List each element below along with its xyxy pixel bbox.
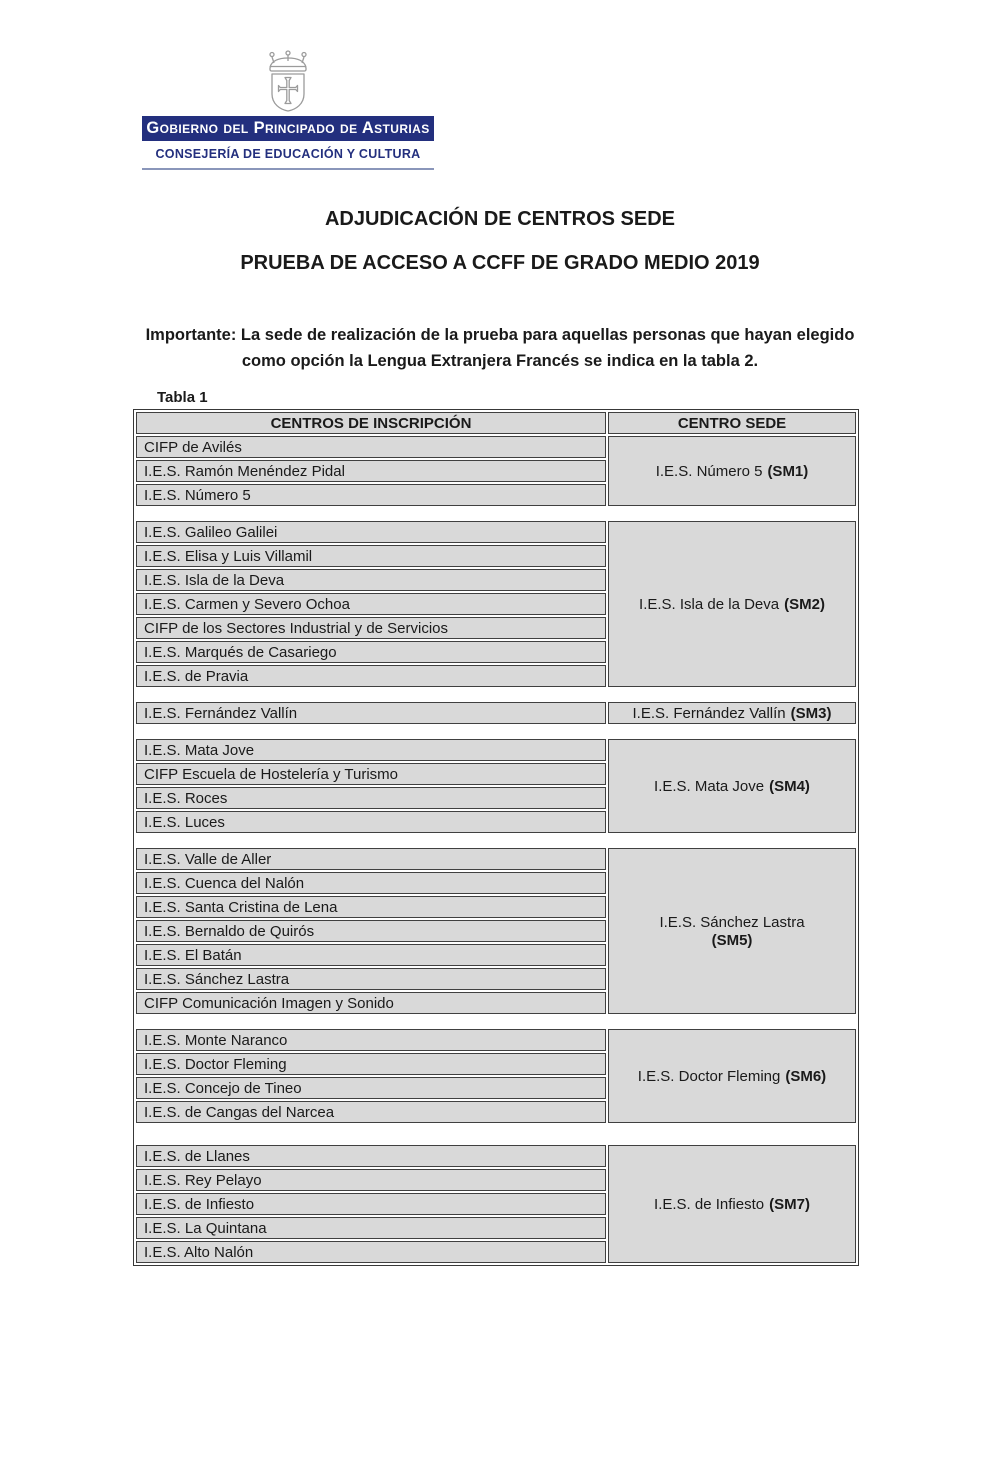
spacer-row [136,1016,856,1027]
center-cell: I.E.S. Sánchez Lastra [136,968,606,990]
asturias-coat-of-arms-icon [257,50,319,114]
table-group [136,1145,856,1263]
centers-column [136,1029,606,1123]
center-cell: I.E.S. Bernaldo de Quirós [136,920,606,942]
center-cell: I.E.S. Número 5 [136,484,606,506]
sede-name: I.E.S. Número 5 [655,462,763,480]
doc-title-line1: ADJUDICACIÓN DE CENTROS SEDE [324,208,676,230]
center-cell: I.E.S. Rey Pelayo [136,1169,606,1191]
center-cell: I.E.S. Elisa y Luis Villamil [136,545,606,567]
doc-title-line2: PRUEBA DE ACCESO A CCFF DE GRADO MEDIO 2019 [240,252,760,274]
table-group [136,848,856,1014]
table-header-row [136,412,856,434]
government-banner: Gobierno del Principado de Asturias [142,116,434,141]
center-cell: I.E.S. Santa Cristina de Lena [136,896,606,918]
center-cell: I.E.S. de Cangas del Narcea [136,1101,606,1123]
important-notice: Importante: La sede de realización de la prueba para aquellas personas que hayan elegido como opción la Lengua Extranjera Francés se indica en la tabla 2. [145,326,855,370]
spacer-row [136,689,856,700]
center-cell: I.E.S. La Quintana [136,1217,606,1239]
sede-cell [608,1029,856,1123]
sede-name: I.E.S. Mata Jove [654,777,765,795]
column-header-centros: CENTROS DE INSCRIPCIÓN [136,412,606,434]
sede-name: I.E.S. Fernández Vallín [632,704,786,722]
center-cell: CIFP Comunicación Imagen y Sonido [136,992,606,1014]
center-cell: I.E.S. de Pravia [136,665,606,687]
sede-name: I.E.S. Doctor Fleming [637,1067,781,1085]
sede-cell [608,521,856,687]
sede-code: (SM1) [767,462,809,480]
centers-table [133,409,859,1266]
sede-cell [608,436,856,506]
column-header-sede: CENTRO SEDE [608,412,856,434]
sede-cell [608,848,856,1014]
center-cell: I.E.S. de Llanes [136,1145,606,1167]
center-cell: I.E.S. Cuenca del Nalón [136,872,606,894]
centers-column [136,1145,606,1263]
table-group [136,739,856,833]
sede-code: (SM2) [784,595,825,613]
table-group [136,702,856,724]
sede-cell [608,739,856,833]
letterhead [142,50,434,170]
header-rule [142,168,434,170]
center-cell: I.E.S. de Infiesto [136,1193,606,1215]
center-cell: I.E.S. Mata Jove [136,739,606,761]
spacer-row [136,726,856,737]
center-cell: I.E.S. Fernández Vallín [136,702,606,724]
centers-column [136,848,606,1014]
table-label: Tabla 1 [157,389,208,406]
center-cell: I.E.S. Doctor Fleming [136,1053,606,1075]
sede-name: I.E.S. de Infiesto [654,1195,765,1213]
centers-column [136,739,606,833]
center-cell: I.E.S. Carmen y Severo Ochoa [136,593,606,615]
document-page [0,50,1000,1464]
sede-code: (SM4) [769,777,810,795]
center-cell: I.E.S. Monte Naranco [136,1029,606,1051]
spacer-row [136,1125,856,1143]
center-cell: CIFP de los Sectores Industrial y de Servicios [136,617,606,639]
sede-cell [608,702,856,724]
centers-column [136,521,606,687]
center-cell: CIFP de Avilés [136,436,606,458]
center-cell: CIFP Escuela de Hostelería y Turismo [136,763,606,785]
sede-cell [608,1145,856,1263]
sede-code: (SM6) [785,1067,827,1085]
center-cell: I.E.S. Roces [136,787,606,809]
sede-name: I.E.S. Isla de la Deva [639,595,780,613]
table-group [136,436,856,506]
center-cell: I.E.S. Valle de Aller [136,848,606,870]
center-cell: I.E.S. Galileo Galilei [136,521,606,543]
center-cell: I.E.S. Isla de la Deva [136,569,606,591]
sede-name: I.E.S. Sánchez Lastra [659,913,805,931]
sede-code: (SM7) [769,1195,810,1213]
centers-column [136,702,606,724]
sede-code: (SM5) [711,931,753,949]
centers-column [136,436,606,506]
center-cell: I.E.S. Alto Nalón [136,1241,606,1263]
center-cell: I.E.S. Ramón Menéndez Pidal [136,460,606,482]
center-cell: I.E.S. Luces [136,811,606,833]
spacer-row [136,835,856,846]
spacer-row [136,508,856,519]
center-cell: I.E.S. El Batán [136,944,606,966]
center-cell: I.E.S. Marqués de Casariego [136,641,606,663]
department-name: CONSEJERÍA DE EDUCACIÓN Y CULTURA [155,147,421,161]
sede-code: (SM3) [790,704,832,722]
table-group [136,521,856,687]
table-group [136,1029,856,1123]
center-cell: I.E.S. Concejo de Tineo [136,1077,606,1099]
